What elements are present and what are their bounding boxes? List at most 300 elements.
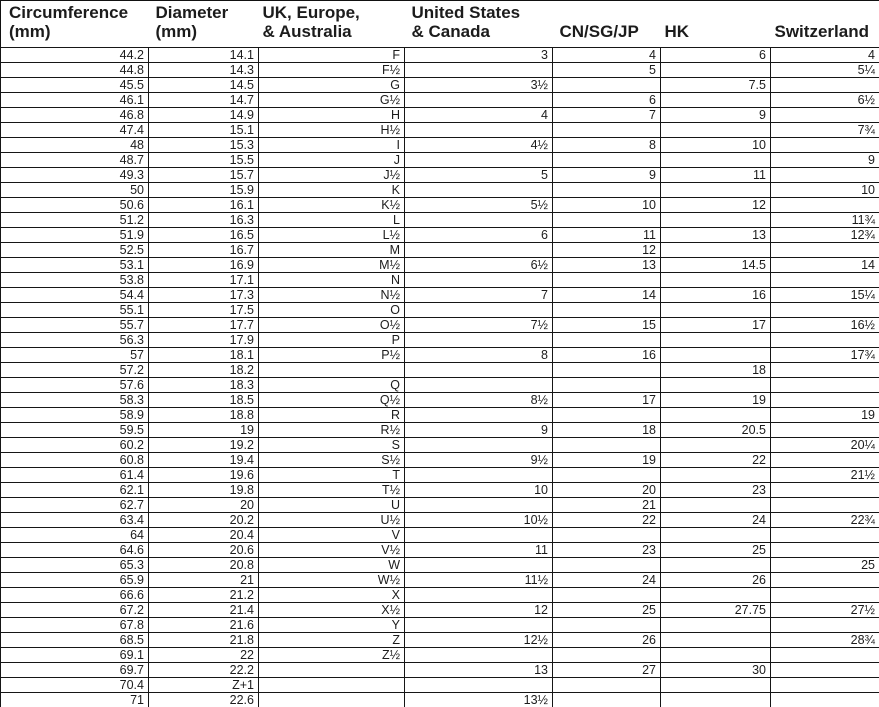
cell-us_canada: 5 xyxy=(405,168,553,183)
cell-uk_europe_australia: P½ xyxy=(259,348,405,363)
header-hk xyxy=(661,1,771,48)
table-row xyxy=(1,483,879,498)
cell-cn_sg_jp: 19 xyxy=(553,453,661,468)
cell-cn_sg_jp: 25 xyxy=(553,603,661,618)
cell-circumference_mm: 53.8 xyxy=(1,273,149,288)
cell-diameter_mm: 16.5 xyxy=(149,228,259,243)
cell-circumference_mm: 61.4 xyxy=(1,468,149,483)
cell-us_canada: 11 xyxy=(405,543,553,558)
table-row xyxy=(1,258,879,273)
cell-hk xyxy=(661,213,771,228)
cell-cn_sg_jp: 5 xyxy=(553,63,661,78)
cell-cn_sg_jp xyxy=(553,618,661,633)
header-diameter-line2: (mm) xyxy=(155,22,198,41)
cell-hk: 18 xyxy=(661,363,771,378)
cell-hk xyxy=(661,588,771,603)
cell-circumference_mm: 62.7 xyxy=(1,498,149,513)
cell-us_canada xyxy=(405,408,553,423)
cell-uk_europe_australia: K xyxy=(259,183,405,198)
cell-switzerland xyxy=(771,648,879,663)
cell-cn_sg_jp xyxy=(553,273,661,288)
header-circumference-line1: Circumference xyxy=(9,3,129,22)
cell-circumference_mm: 60.8 xyxy=(1,453,149,468)
cell-uk_europe_australia: P xyxy=(259,333,405,348)
cell-cn_sg_jp xyxy=(553,468,661,483)
table-row xyxy=(1,498,879,513)
cell-us_canada: 8½ xyxy=(405,393,553,408)
cell-uk_europe_australia: H xyxy=(259,108,405,123)
cell-uk_europe_australia: F xyxy=(259,48,405,63)
cell-cn_sg_jp: 26 xyxy=(553,633,661,648)
cell-switzerland: 25 xyxy=(771,558,879,573)
header-us-line1: United States xyxy=(411,3,521,22)
cell-hk xyxy=(661,153,771,168)
cell-hk: 25 xyxy=(661,543,771,558)
cell-hk: 22 xyxy=(661,453,771,468)
cell-circumference_mm: 67.2 xyxy=(1,603,149,618)
table-row xyxy=(1,423,879,438)
cell-circumference_mm: 71 xyxy=(1,693,149,707)
cell-circumference_mm: 50.6 xyxy=(1,198,149,213)
cell-us_canada: 6½ xyxy=(405,258,553,273)
table-row xyxy=(1,438,879,453)
cell-uk_europe_australia: N½ xyxy=(259,288,405,303)
cell-hk: 10 xyxy=(661,138,771,153)
table-row xyxy=(1,513,879,528)
cell-diameter_mm: 16.3 xyxy=(149,213,259,228)
cell-cn_sg_jp xyxy=(553,528,661,543)
cell-cn_sg_jp: 16 xyxy=(553,348,661,363)
cell-cn_sg_jp xyxy=(553,183,661,198)
cell-us_canada xyxy=(405,153,553,168)
table-row xyxy=(1,588,879,603)
table-row xyxy=(1,693,879,707)
cell-cn_sg_jp xyxy=(553,693,661,707)
header-cn-sg-jp xyxy=(553,1,661,48)
header-diameter xyxy=(149,1,259,48)
cell-hk: 14.5 xyxy=(661,258,771,273)
cell-hk: 6 xyxy=(661,48,771,63)
cell-hk xyxy=(661,303,771,318)
cell-circumference_mm: 65.9 xyxy=(1,573,149,588)
cell-cn_sg_jp: 8 xyxy=(553,138,661,153)
table-row xyxy=(1,153,879,168)
cell-diameter_mm: 17.5 xyxy=(149,303,259,318)
cell-switzerland: 17¾ xyxy=(771,348,879,363)
cell-circumference_mm: 46.1 xyxy=(1,93,149,108)
cell-us_canada xyxy=(405,303,553,318)
table-row xyxy=(1,228,879,243)
cell-switzerland xyxy=(771,423,879,438)
cell-hk: 23 xyxy=(661,483,771,498)
cell-uk_europe_australia: T xyxy=(259,468,405,483)
cell-hk xyxy=(661,633,771,648)
cell-switzerland: 10 xyxy=(771,183,879,198)
cell-diameter_mm: 18.8 xyxy=(149,408,259,423)
cell-hk xyxy=(661,63,771,78)
cell-switzerland: 14 xyxy=(771,258,879,273)
cell-cn_sg_jp: 13 xyxy=(553,258,661,273)
cell-hk xyxy=(661,93,771,108)
cell-circumference_mm: 58.3 xyxy=(1,393,149,408)
cell-uk_europe_australia: U½ xyxy=(259,513,405,528)
cell-uk_europe_australia: L½ xyxy=(259,228,405,243)
cell-diameter_mm: 16.9 xyxy=(149,258,259,273)
cell-circumference_mm: 67.8 xyxy=(1,618,149,633)
cell-cn_sg_jp xyxy=(553,213,661,228)
cell-circumference_mm: 46.8 xyxy=(1,108,149,123)
cell-switzerland xyxy=(771,483,879,498)
cell-cn_sg_jp: 18 xyxy=(553,423,661,438)
table-row xyxy=(1,123,879,138)
header-switzerland-line2: Switzerland xyxy=(774,22,869,41)
cell-cn_sg_jp: 20 xyxy=(553,483,661,498)
cell-hk: 16 xyxy=(661,288,771,303)
header-uk-line1: UK, Europe, xyxy=(262,3,360,22)
cell-switzerland: 7¾ xyxy=(771,123,879,138)
cell-uk_europe_australia: I xyxy=(259,138,405,153)
cell-hk xyxy=(661,123,771,138)
cell-switzerland xyxy=(771,618,879,633)
table-row xyxy=(1,333,879,348)
cell-us_canada: 12 xyxy=(405,603,553,618)
header-us-canada xyxy=(405,1,553,48)
cell-us_canada xyxy=(405,648,553,663)
cell-uk_europe_australia: F½ xyxy=(259,63,405,78)
cell-switzerland xyxy=(771,693,879,707)
cell-hk xyxy=(661,528,771,543)
cell-switzerland: 11¾ xyxy=(771,213,879,228)
cell-switzerland xyxy=(771,363,879,378)
cell-us_canada xyxy=(405,93,553,108)
cell-switzerland xyxy=(771,198,879,213)
cell-cn_sg_jp xyxy=(553,378,661,393)
cell-diameter_mm: 16.1 xyxy=(149,198,259,213)
cell-hk xyxy=(661,273,771,288)
cell-uk_europe_australia: Z½ xyxy=(259,648,405,663)
cell-diameter_mm: 21.6 xyxy=(149,618,259,633)
cell-us_canada: 8 xyxy=(405,348,553,363)
cell-us_canada xyxy=(405,678,553,693)
table-row xyxy=(1,378,879,393)
cell-circumference_mm: 52.5 xyxy=(1,243,149,258)
cell-diameter_mm: 19.2 xyxy=(149,438,259,453)
cell-uk_europe_australia: H½ xyxy=(259,123,405,138)
cell-us_canada xyxy=(405,438,553,453)
cell-uk_europe_australia: K½ xyxy=(259,198,405,213)
table-row xyxy=(1,393,879,408)
cell-hk xyxy=(661,558,771,573)
cell-circumference_mm: 53.1 xyxy=(1,258,149,273)
cell-uk_europe_australia: R½ xyxy=(259,423,405,438)
table-row xyxy=(1,663,879,678)
cell-uk_europe_australia: Q½ xyxy=(259,393,405,408)
cell-hk xyxy=(661,498,771,513)
table-row xyxy=(1,303,879,318)
cell-diameter_mm: 21.4 xyxy=(149,603,259,618)
cell-uk_europe_australia xyxy=(259,693,405,707)
cell-diameter_mm: 20.8 xyxy=(149,558,259,573)
table-row xyxy=(1,78,879,93)
cell-uk_europe_australia: G½ xyxy=(259,93,405,108)
cell-uk_europe_australia: N xyxy=(259,273,405,288)
cell-us_canada: 12½ xyxy=(405,633,553,648)
table-row xyxy=(1,198,879,213)
cell-us_canada: 6 xyxy=(405,228,553,243)
cell-cn_sg_jp: 14 xyxy=(553,288,661,303)
cell-us_canada: 13½ xyxy=(405,693,553,707)
cell-uk_europe_australia: X xyxy=(259,588,405,603)
cell-uk_europe_australia: V xyxy=(259,528,405,543)
cell-us_canada xyxy=(405,273,553,288)
cell-switzerland: 9 xyxy=(771,153,879,168)
table-row xyxy=(1,138,879,153)
cell-cn_sg_jp xyxy=(553,678,661,693)
cell-us_canada xyxy=(405,558,553,573)
cell-diameter_mm: 18.2 xyxy=(149,363,259,378)
cell-diameter_mm: 14.1 xyxy=(149,48,259,63)
cell-circumference_mm: 55.7 xyxy=(1,318,149,333)
cell-cn_sg_jp xyxy=(553,78,661,93)
cell-circumference_mm: 62.1 xyxy=(1,483,149,498)
cell-uk_europe_australia: U xyxy=(259,498,405,513)
cell-cn_sg_jp: 6 xyxy=(553,93,661,108)
cell-switzerland: 20¼ xyxy=(771,438,879,453)
cell-circumference_mm: 50 xyxy=(1,183,149,198)
cell-diameter_mm: 19.4 xyxy=(149,453,259,468)
cell-circumference_mm: 44.2 xyxy=(1,48,149,63)
cell-cn_sg_jp: 7 xyxy=(553,108,661,123)
table-row xyxy=(1,48,879,63)
header-hk-line1 xyxy=(665,3,771,22)
header-us-line2: & Canada xyxy=(411,22,490,41)
cell-diameter_mm: 15.3 xyxy=(149,138,259,153)
cell-switzerland: 27½ xyxy=(771,603,879,618)
cell-uk_europe_australia: Z xyxy=(259,633,405,648)
cell-switzerland xyxy=(771,108,879,123)
cell-circumference_mm: 56.3 xyxy=(1,333,149,348)
cell-switzerland: 28¾ xyxy=(771,633,879,648)
header-switzerland-line1 xyxy=(775,3,879,22)
table-row xyxy=(1,288,879,303)
table-row xyxy=(1,678,879,693)
cell-diameter_mm: 17.3 xyxy=(149,288,259,303)
cell-hk: 9 xyxy=(661,108,771,123)
cell-uk_europe_australia: Y xyxy=(259,618,405,633)
cell-diameter_mm: 22.6 xyxy=(149,693,259,707)
cell-diameter_mm: 19.6 xyxy=(149,468,259,483)
table-row xyxy=(1,573,879,588)
cell-diameter_mm: 17.1 xyxy=(149,273,259,288)
cell-us_canada: 9½ xyxy=(405,453,553,468)
table-body xyxy=(1,48,879,707)
cell-circumference_mm: 60.2 xyxy=(1,438,149,453)
cell-diameter_mm: 14.3 xyxy=(149,63,259,78)
cell-circumference_mm: 51.9 xyxy=(1,228,149,243)
cell-uk_europe_australia: O½ xyxy=(259,318,405,333)
cell-cn_sg_jp xyxy=(553,438,661,453)
table-row xyxy=(1,453,879,468)
cell-switzerland xyxy=(771,303,879,318)
cell-uk_europe_australia: J xyxy=(259,153,405,168)
cell-hk: 17 xyxy=(661,318,771,333)
header-row xyxy=(1,1,879,48)
cell-cn_sg_jp xyxy=(553,648,661,663)
cell-diameter_mm: 21.2 xyxy=(149,588,259,603)
cell-cn_sg_jp xyxy=(553,558,661,573)
cell-switzerland: 22¾ xyxy=(771,513,879,528)
cell-circumference_mm: 69.7 xyxy=(1,663,149,678)
cell-cn_sg_jp xyxy=(553,303,661,318)
header-circumference xyxy=(1,1,149,48)
cell-hk xyxy=(661,183,771,198)
cell-us_canada: 11½ xyxy=(405,573,553,588)
cell-diameter_mm: 21 xyxy=(149,573,259,588)
cell-us_canada: 13 xyxy=(405,663,553,678)
cell-switzerland xyxy=(771,453,879,468)
cell-switzerland xyxy=(771,393,879,408)
cell-uk_europe_australia: S½ xyxy=(259,453,405,468)
cell-us_canada: 3½ xyxy=(405,78,553,93)
cell-switzerland xyxy=(771,543,879,558)
cell-switzerland xyxy=(771,78,879,93)
cell-hk: 13 xyxy=(661,228,771,243)
cell-switzerland xyxy=(771,168,879,183)
cell-circumference_mm: 44.8 xyxy=(1,63,149,78)
cell-uk_europe_australia: R xyxy=(259,408,405,423)
cell-us_canada xyxy=(405,243,553,258)
cell-us_canada xyxy=(405,618,553,633)
cell-switzerland: 19 xyxy=(771,408,879,423)
cell-us_canada xyxy=(405,363,553,378)
cell-circumference_mm: 54.4 xyxy=(1,288,149,303)
cell-us_canada xyxy=(405,588,553,603)
cell-switzerland: 21½ xyxy=(771,468,879,483)
header-hk-line2: HK xyxy=(664,22,690,41)
cell-circumference_mm: 59.5 xyxy=(1,423,149,438)
header-switzerland xyxy=(771,1,879,48)
cell-cn_sg_jp xyxy=(553,408,661,423)
table-row xyxy=(1,543,879,558)
cell-switzerland: 15¼ xyxy=(771,288,879,303)
cell-hk xyxy=(661,408,771,423)
cell-diameter_mm: 15.1 xyxy=(149,123,259,138)
cell-circumference_mm: 68.5 xyxy=(1,633,149,648)
cell-cn_sg_jp: 27 xyxy=(553,663,661,678)
cell-cn_sg_jp: 4 xyxy=(553,48,661,63)
cell-hk xyxy=(661,648,771,663)
cell-uk_europe_australia xyxy=(259,678,405,693)
header-cn-line1 xyxy=(560,3,661,22)
cell-us_canada: 5½ xyxy=(405,198,553,213)
header-diameter-line1: Diameter xyxy=(155,3,229,22)
cell-switzerland xyxy=(771,378,879,393)
cell-diameter_mm: 14.7 xyxy=(149,93,259,108)
cell-uk_europe_australia: G xyxy=(259,78,405,93)
cell-uk_europe_australia: M xyxy=(259,243,405,258)
cell-diameter_mm: Z+1 xyxy=(149,678,259,693)
cell-cn_sg_jp xyxy=(553,333,661,348)
cell-us_canada: 4½ xyxy=(405,138,553,153)
table-row xyxy=(1,63,879,78)
cell-circumference_mm: 45.5 xyxy=(1,78,149,93)
cell-cn_sg_jp xyxy=(553,363,661,378)
cell-diameter_mm: 15.7 xyxy=(149,168,259,183)
cell-uk_europe_australia: V½ xyxy=(259,543,405,558)
cell-uk_europe_australia: T½ xyxy=(259,483,405,498)
cell-switzerland xyxy=(771,243,879,258)
cell-diameter_mm: 22.2 xyxy=(149,663,259,678)
cell-circumference_mm: 64 xyxy=(1,528,149,543)
cell-circumference_mm: 57.2 xyxy=(1,363,149,378)
table-row xyxy=(1,633,879,648)
cell-circumference_mm: 64.6 xyxy=(1,543,149,558)
cell-hk xyxy=(661,678,771,693)
cell-diameter_mm: 20 xyxy=(149,498,259,513)
table-row xyxy=(1,273,879,288)
cell-hk: 7.5 xyxy=(661,78,771,93)
cell-us_canada: 10½ xyxy=(405,513,553,528)
cell-diameter_mm: 15.9 xyxy=(149,183,259,198)
cell-hk: 20.5 xyxy=(661,423,771,438)
cell-hk xyxy=(661,438,771,453)
cell-hk: 19 xyxy=(661,393,771,408)
cell-circumference_mm: 55.1 xyxy=(1,303,149,318)
cell-hk: 12 xyxy=(661,198,771,213)
cell-diameter_mm: 18.5 xyxy=(149,393,259,408)
cell-us_canada xyxy=(405,123,553,138)
cell-cn_sg_jp xyxy=(553,153,661,168)
header-circumference-line2: (mm) xyxy=(9,22,51,41)
cell-diameter_mm: 22 xyxy=(149,648,259,663)
cell-circumference_mm: 51.2 xyxy=(1,213,149,228)
cell-diameter_mm: 20.2 xyxy=(149,513,259,528)
cell-us_canada xyxy=(405,183,553,198)
cell-circumference_mm: 65.3 xyxy=(1,558,149,573)
table-row xyxy=(1,468,879,483)
cell-hk xyxy=(661,618,771,633)
cell-us_canada xyxy=(405,213,553,228)
cell-diameter_mm: 14.9 xyxy=(149,108,259,123)
cell-circumference_mm: 58.9 xyxy=(1,408,149,423)
cell-circumference_mm: 48.7 xyxy=(1,153,149,168)
cell-us_canada xyxy=(405,378,553,393)
cell-cn_sg_jp: 15 xyxy=(553,318,661,333)
cell-diameter_mm: 18.1 xyxy=(149,348,259,363)
table-row xyxy=(1,618,879,633)
cell-us_canada: 7½ xyxy=(405,318,553,333)
cell-uk_europe_australia xyxy=(259,363,405,378)
table-row xyxy=(1,408,879,423)
cell-uk_europe_australia: W½ xyxy=(259,573,405,588)
table-row xyxy=(1,213,879,228)
cell-uk_europe_australia: M½ xyxy=(259,258,405,273)
cell-hk xyxy=(661,333,771,348)
table-row xyxy=(1,243,879,258)
cell-circumference_mm: 69.1 xyxy=(1,648,149,663)
cell-switzerland: 4 xyxy=(771,48,879,63)
cell-cn_sg_jp xyxy=(553,588,661,603)
cell-diameter_mm: 15.5 xyxy=(149,153,259,168)
cell-hk: 26 xyxy=(661,573,771,588)
cell-circumference_mm: 66.6 xyxy=(1,588,149,603)
cell-switzerland xyxy=(771,498,879,513)
cell-cn_sg_jp: 24 xyxy=(553,573,661,588)
table-row xyxy=(1,93,879,108)
cell-hk xyxy=(661,348,771,363)
cell-hk xyxy=(661,378,771,393)
cell-us_canada xyxy=(405,63,553,78)
